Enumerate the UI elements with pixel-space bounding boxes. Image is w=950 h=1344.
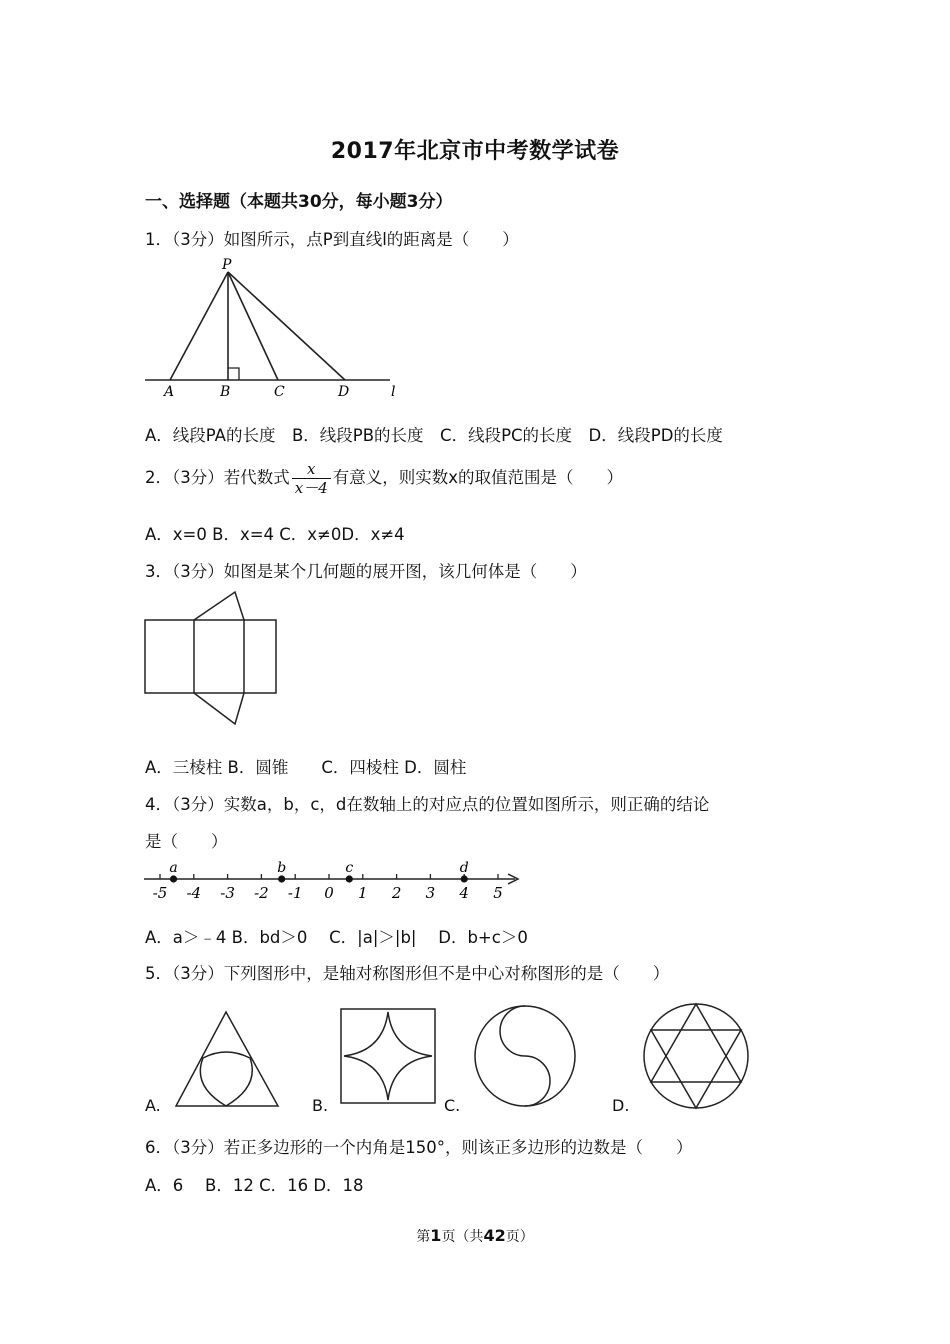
option-a-figure bbox=[170, 1008, 285, 1113]
point-a-label: a bbox=[169, 860, 178, 876]
option-c-label: C. bbox=[444, 1096, 461, 1115]
label-c: C bbox=[274, 384, 285, 400]
tick-label: -1 bbox=[287, 884, 303, 902]
page-footer bbox=[0, 1226, 950, 1246]
page-title: 2017年北京市中考数学试卷 bbox=[330, 139, 620, 164]
footer-page-number: 1 bbox=[430, 1226, 442, 1245]
tick-label: -4 bbox=[186, 884, 202, 902]
question-1-figure bbox=[140, 255, 410, 405]
tick-label: -2 bbox=[254, 884, 269, 902]
segment-pd bbox=[228, 272, 345, 380]
question-4-options: A．a＞﹣4 B．bd＞0 C．|a|＞|b| D．b+c＞0 bbox=[145, 928, 528, 947]
option-a-label: A. bbox=[145, 1096, 161, 1115]
fraction bbox=[292, 460, 331, 497]
fraction-numerator: x bbox=[292, 460, 331, 479]
footer-total-pages: 42 bbox=[483, 1226, 506, 1245]
option-d-label: D. bbox=[612, 1096, 630, 1115]
question-6-options: A．6 B．12 C．16 D．18 bbox=[145, 1176, 364, 1195]
tick-label: 2 bbox=[391, 884, 402, 902]
question-3-options: A．三棱柱 B．圆锥 C．四棱柱 D．圆柱 bbox=[145, 758, 467, 777]
tick-label: 3 bbox=[425, 884, 436, 902]
label-a: A bbox=[164, 384, 175, 400]
triangle bbox=[176, 1012, 278, 1106]
question-4-stem-line-1: 4．（3分）实数a，b，c，d在数轴上的对应点的位置如图所示，则正确的结论 bbox=[145, 795, 710, 814]
question-4-number-line bbox=[140, 858, 530, 908]
question-2-stem-after: 有意义，则实数x的取值范围是（ ） bbox=[332, 468, 624, 487]
four-point-star bbox=[344, 1012, 432, 1100]
tick-label: 1 bbox=[358, 884, 368, 902]
square bbox=[341, 1009, 435, 1103]
point-c-label: c bbox=[345, 860, 354, 876]
footer-mid: 页（共 bbox=[441, 1229, 484, 1245]
question-5-stem: 5．（3分）下列图形中，是轴对称图形但不是中心对称图形的是（ ） bbox=[145, 964, 670, 983]
point-d-dot bbox=[461, 875, 468, 882]
point-d-label: d bbox=[459, 860, 469, 876]
circle bbox=[644, 1004, 748, 1108]
right-angle-mark bbox=[228, 368, 239, 380]
tick-label: 5 bbox=[493, 884, 503, 902]
question-2-options: A．x=0 B．x=4 C．x≠0D．x≠4 bbox=[145, 525, 405, 544]
reuleaux-curve bbox=[200, 1052, 252, 1106]
net-top-triangle bbox=[194, 592, 244, 620]
footer-pre: 第 bbox=[416, 1229, 431, 1245]
option-b-label: B. bbox=[312, 1096, 329, 1115]
segment-pc bbox=[228, 272, 278, 380]
option-b-figure bbox=[338, 1006, 440, 1108]
question-6-stem: 6．（3分）若正多边形的一个内角是150°，则该正多边形的边数是（ ） bbox=[145, 1138, 693, 1157]
point-b-dot bbox=[278, 875, 285, 882]
fraction-denominator: x－4 bbox=[294, 479, 328, 497]
label-l: l bbox=[391, 384, 396, 400]
segment-pa bbox=[170, 272, 228, 380]
triangle-up bbox=[651, 1004, 741, 1082]
option-d-figure bbox=[640, 1000, 752, 1112]
tick-label: -5 bbox=[152, 884, 168, 902]
tick-label: 0 bbox=[324, 884, 334, 902]
label-d: D bbox=[338, 384, 350, 400]
question-3-stem: 3．（3分）如图是某个几何题的展开图，该几何体是（ ） bbox=[145, 562, 587, 581]
tick-label: 4 bbox=[459, 884, 469, 902]
label-p: P bbox=[222, 257, 232, 273]
point-a-dot bbox=[170, 875, 177, 882]
option-c-figure bbox=[472, 1003, 580, 1111]
footer-post: 页） bbox=[505, 1229, 534, 1245]
point-b-label: b bbox=[277, 860, 287, 876]
question-3-net-figure bbox=[140, 588, 285, 730]
section-heading: 一、选择题（本题共30分，每小题3分） bbox=[145, 192, 453, 212]
question-4-stem-line-2: 是（ ） bbox=[145, 832, 228, 851]
point-c-dot bbox=[346, 875, 353, 882]
triangle-down bbox=[651, 1030, 741, 1108]
net-rectangle bbox=[145, 620, 276, 693]
question-2-stem-before: 2．（3分）若代数式 bbox=[145, 468, 290, 487]
question-1-options: A．线段PA的长度 B．线段PB的长度 C．线段PC的长度 D．线段PD的长度 bbox=[145, 426, 723, 445]
s-curve bbox=[500, 1006, 550, 1106]
tick-label: -3 bbox=[220, 884, 235, 902]
question-1-stem: 1．（3分）如图所示，点P到直线l的距离是（ ） bbox=[145, 230, 519, 249]
question-2-stem bbox=[145, 460, 623, 497]
net-bottom-triangle bbox=[194, 693, 244, 724]
label-b: B bbox=[220, 384, 231, 400]
